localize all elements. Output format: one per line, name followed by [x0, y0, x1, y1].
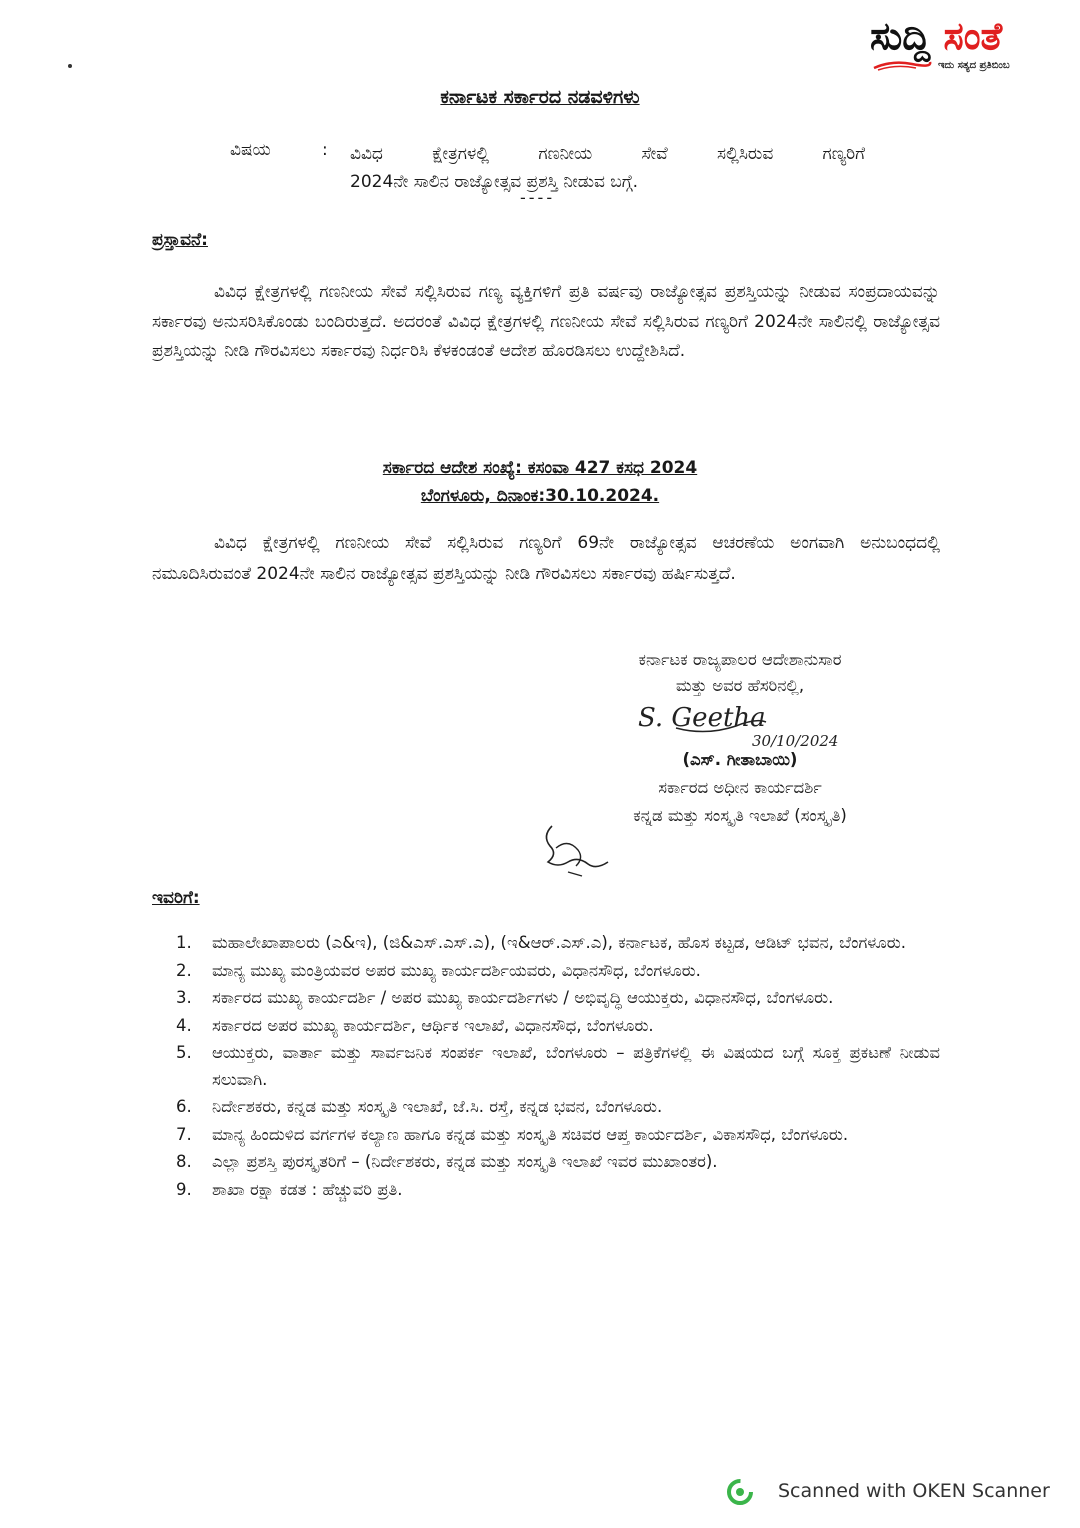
- order-number: ಸರ್ಕಾರದ ಆದೇಶ ಸಂಖ್ಯೆ: ಕಸಂವಾ 427 ಕಸಧ 2024: [382, 458, 698, 478]
- handwritten-initials: [538, 818, 612, 882]
- logo-tagline: ಇದು ಸತ್ಯದ ಪ್ರತಿಬಿಂಬ: [938, 60, 1010, 71]
- list-item: 6. ನಿರ್ದೇಶಕರು, ಕನ್ನಡ ಮತ್ತು ಸಂಸ್ಕೃತಿ ಇಲಾಖೆ, ಜೆ.ಸಿ. ರಸ್ತೆ, ಕನ್ನಡ ಭವನ, ಬೆಂಗಳೂರು.: [176, 1097, 663, 1116]
- oken-scanner-logo-icon: [726, 1478, 754, 1506]
- sudhi-sante-logo: [870, 14, 1066, 74]
- logo-wordmark: [870, 14, 1002, 58]
- recipients-list: [176, 930, 940, 1204]
- subject-colon: :: [322, 140, 328, 160]
- list-item: 9. ಶಾಖಾ ರಕ್ಷಾ ಕಡತ : ಹೆಚ್ಚುವರಿ ಪ್ರತಿ.: [176, 1179, 403, 1199]
- logo-swoosh-icon: [872, 58, 932, 72]
- list-item: 4. ಸರ್ಕಾರದ ಅಪರ ಮುಖ್ಯ ಕಾರ್ಯದರ್ಶಿ, ಆರ್ಥಿಕ ಇಲಾಖೆ, ವಿಧಾನಸೌಧ, ಬೆಂಗಳೂರು.: [176, 1015, 654, 1035]
- subject-line-1: ವಿವಿಧ ಕ್ಷೇತ್ರಗಳಲ್ಲಿ ಗಣನೀಯ ಸೇವೆ ಸಲ್ಲಿಸಿರುವ ಗಣ್ಯರಿಗೆ: [350, 144, 865, 164]
- list-item: 1. ಮಹಾಲೇಖಾಪಾಲರು (ಎ&ಇ), (ಜಿ&ಎಸ್.ಎಸ್.ಎ), (ಇ&ಆರ್.ಎಸ್.ಎ), ಕರ್ನಾಟಕ, ಹೊಸ ಕಟ್ಟಡ, ಆಡಿಟ್ ಭವನ, ಬೆಂಗಳೂರು.: [176, 933, 907, 952]
- signatory-designation: ಸರ್ಕಾರದ ಅಧೀನ ಕಾರ್ಯದರ್ಶಿ: [658, 778, 822, 797]
- sign-line-1: ಕರ್ನಾಟಕ ರಾಜ್ಯಪಾಲರ ಆದೇಶಾನುಸಾರ: [638, 650, 842, 669]
- list-item: 7. ಮಾನ್ಯ ಹಿಂದುಳಿದ ವರ್ಗಗಳ ಕಲ್ಯಾಣ ಹಾಗೂ ಕನ್ನಡ ಮತ್ತು ಸಂಸ್ಕೃತಿ ಸಚಿವರ ಆಪ್ತ ಕಾರ್ಯದರ್ಶಿ, ವಿಕಾಸಸೌಧ, ಬೆಂಗಳೂರು.: [176, 1124, 849, 1144]
- logo-part-2: ಸಂತೆ: [943, 14, 1003, 58]
- signature-date: 30/10/2024: [752, 732, 839, 750]
- separator-dashes: ----: [520, 188, 556, 207]
- list-item: 3. ಸರ್ಕಾರದ ಮುಖ್ಯ ಕಾರ್ಯದರ್ಶಿ / ಅಪರ ಮುಖ್ಯ ಕಾರ್ಯದರ್ಶಿಗಳು / ಅಭಿವೃದ್ಧಿ ಆಯುಕ್ತರು, ವಿಧಾನಸೌಧ, ಬೆಂಗಳೂರು.: [176, 988, 834, 1007]
- preamble-heading: ಪ್ರಸ್ತಾವನೆ:: [152, 230, 208, 250]
- order-text: ವಿವಿಧ ಕ್ಷೇತ್ರಗಳಲ್ಲಿ ಗಣನೀಯ ಸೇವೆ ಸಲ್ಲಿಸಿರುವ ಗಣ್ಯರಿಗೆ 69ನೇ ರಾಜ್ಯೋತ್ಸವ ಆಚರಣೆಯ ಅಂಗವಾಗಿ ಅನುಬಂಧದಲ್ಲಿ ನಮೂದಿಸಿರುವಂತೆ 2024ನೇ ಸಾಲಿನ ರಾಜ್ಯೋತ್ಸವ ಪ್ರಶಸ್ತಿಯನ್ನು ನೀಡಿ ಗೌರವಿಸಲು ಸರ್ಕಾರವು ಹರ್ಷಿಸುತ್ತದೆ.: [152, 533, 940, 584]
- list-item: 2. ಮಾನ್ಯ ಮುಖ್ಯ ಮಂತ್ರಿಯವರ ಅಪರ ಮುಖ್ಯ ಕಾರ್ಯದರ್ಶಿಯವರು, ವಿಧಾನಸೌಧ, ಬೆಂಗಳೂರು.: [176, 960, 701, 980]
- scanner-text: Scanned with OKEN Scanner: [778, 1480, 1050, 1502]
- signatory-department: ಕನ್ನಡ ಮತ್ತು ಸಂಸ್ಕೃತಿ ಇಲಾಖೆ (ಸಂಸ್ಕೃತಿ): [633, 806, 847, 825]
- list-item: 8. ಎಲ್ಲಾ ಪ್ರಶಸ್ತಿ ಪುರಸ್ಕೃತರಿಗೆ – (ನಿರ್ದೇಶಕರು, ಕನ್ನಡ ಮತ್ತು ಸಂಸ್ಕೃತಿ ಇಲಾಖೆ ಇವರ ಮುಖಾಂತರ).: [176, 1152, 718, 1171]
- preamble-paragraph: [152, 278, 940, 367]
- order-place-date: ಬೆಂಗಳೂರು, ದಿನಾಂಕ:30.10.2024.: [420, 486, 660, 506]
- subject-line-2: 2024ನೇ ಸಾಲಿನ ರಾಜ್ಯೋತ್ಸವ ಪ್ರಶಸ್ತಿ ನೀಡುವ ಬಗ್ಗೆ.: [350, 172, 639, 192]
- signature-text: S. Geetha: [638, 703, 766, 733]
- signatory-name: (ಎಸ್. ಗೀತಾಬಾಯಿ): [682, 750, 798, 769]
- list-item: 5. ಆಯುಕ್ತರು, ವಾರ್ತಾ ಮತ್ತು ಸಾರ್ವಜನಿಕ ಸಂಪರ್ಕ ಇಲಾಖೆ, ಬೆಂಗಳೂರು – ಪತ್ರಿಕೆಗಳಲ್ಲಿ ಈ ವಿಷಯದ ಬಗ್ಗೆ ಸೂಕ್ತ ಪ್ರಕಟಣೆ ನೀಡುವ ಸಲುವಾಗಿ.: [176, 1043, 940, 1089]
- handwritten-signature: [636, 696, 846, 752]
- preamble-text: ವಿವಿಧ ಕ್ಷೇತ್ರಗಳಲ್ಲಿ ಗಣನೀಯ ಸೇವೆ ಸಲ್ಲಿಸಿರುವ ಗಣ್ಯ ವ್ಯಕ್ತಿಗಳಿಗೆ ಪ್ರತಿ ವರ್ಷವು ರಾಜ್ಯೋತ್ಸವ ಪ್ರಶಸ್ತಿಯನ್ನು ನೀಡುವ ಸಂಪ್ರದಾಯವನ್ನು ಸರ್ಕಾರವು ಅನುಸರಿಸಿಕೊಂಡು ಬಂದಿರುತ್ತದೆ. ಅದರಂತೆ ವಿವಿಧ ಕ್ಷೇತ್ರಗಳಲ್ಲಿ ಗಣನೀಯ ಸೇವೆ ಸಲ್ಲಿಸಿರುವ ಗಣ್ಯರಿಗೆ 2024ನೇ ಸಾಲಿನಲ್ಲಿ ರಾಜ್ಯೋತ್ಸವ ಪ್ರಶಸ್ತಿಯನ್ನು ನೀಡಿ ಗೌರವಿಸಲು ಸರ್ಕಾರವು ನಿರ್ಧರಿಸಿ ಕೆಳಕಂಡಂತೆ ಆದೇಶ ಹೊರಡಿಸಲು ಉದ್ದೇಶಿಸಿದೆ.: [152, 282, 940, 361]
- subject-label: ವಿಷಯ: [230, 140, 271, 160]
- order-paragraph: [152, 528, 940, 590]
- logo-part-1: ಸುದ್ದಿ: [870, 14, 931, 58]
- scanner-watermark: [726, 1478, 1066, 1508]
- document-title: ಕರ್ನಾಟಕ ಸರ್ಕಾರದ ನಡವಳಿಗಳು: [440, 86, 640, 108]
- recipients-heading: ಇವರಿಗೆ:: [152, 888, 200, 908]
- scan-speck: [68, 64, 72, 68]
- sign-line-2: ಮತ್ತು ಅವರ ಹೆಸರಿನಲ್ಲಿ,: [675, 676, 805, 695]
- subject-text: [350, 140, 865, 196]
